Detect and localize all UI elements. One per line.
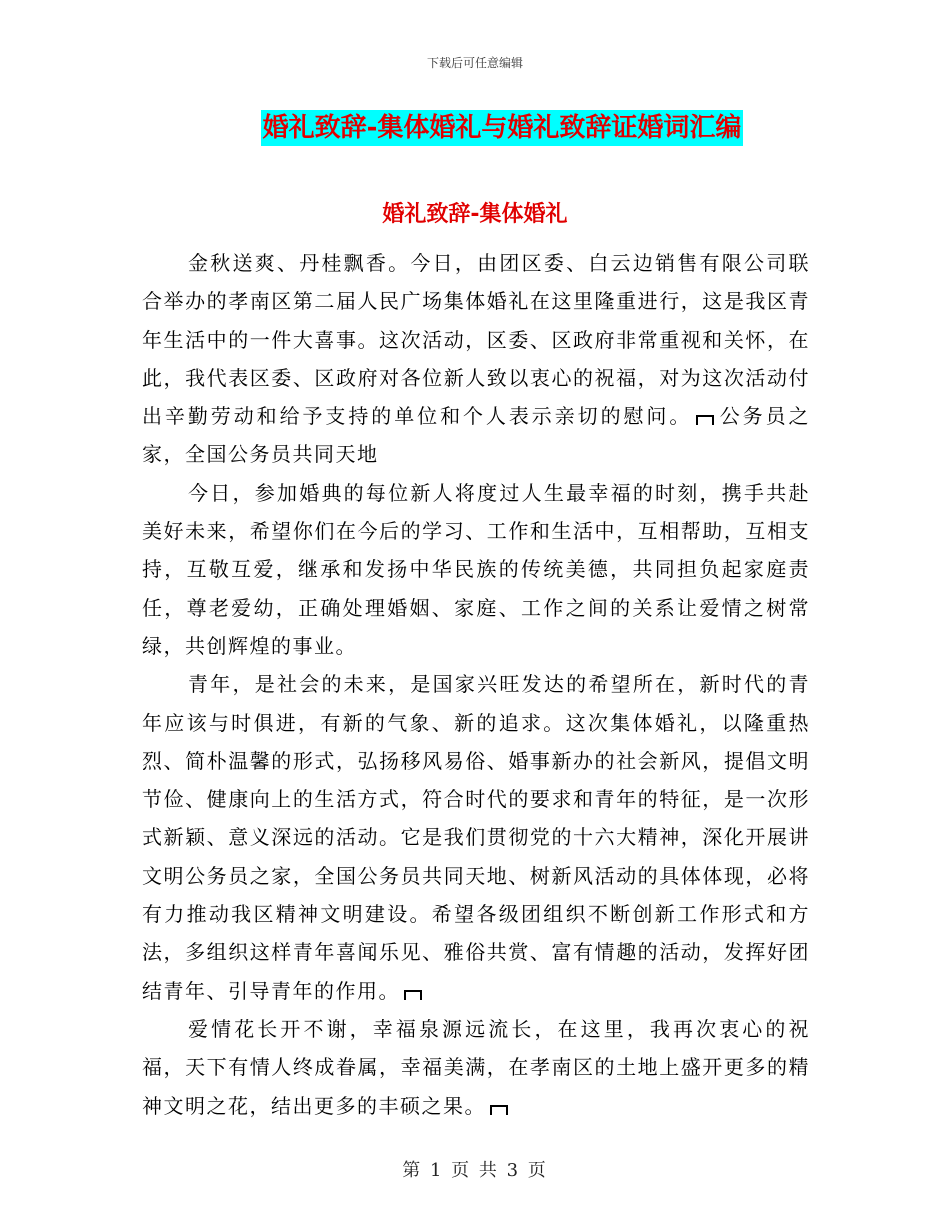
bracket-mark-icon: [696, 415, 714, 425]
paragraph-4-text: 爱情花长开不谢，幸福泉源远流长，在这里，我再次衷心的祝福，天下有情人终成眷属，幸福美满，在孝南区的土地上盛开更多的精神文明之花，结出更多的丰硕之果。: [142, 1016, 810, 1118]
main-title-container: [0, 110, 950, 146]
paragraph-3: [142, 665, 810, 1010]
section-title: 婚礼致辞-集体婚礼: [382, 202, 568, 227]
page-footer: 第 1 页 共 3 页: [402, 1160, 548, 1181]
bracket-mark-icon: [404, 990, 422, 1000]
paragraph-4: [142, 1010, 810, 1125]
paragraph-2: 今日，参加婚典的每位新人将度过人生最幸福的时刻，携手共赴美好未来，希望你们在今后的学习、工作和生活中，互相帮助，互相支持，互敬互爱，继承和发扬中华民族的传统美德，共同担负起家庭责任，尊老爱幼，正确处理婚姻、家庭、工作之间的关系让爱情之树常绿，共创辉煌的事业。: [142, 480, 810, 658]
main-title: 婚礼致辞-集体婚礼与婚礼致辞证婚词汇编: [261, 110, 744, 146]
bracket-mark-icon: [490, 1105, 508, 1115]
page-header-note: 下载后可任意编辑: [426, 56, 523, 70]
document-body: [142, 244, 810, 1125]
paragraph-1-text: 金秋送爽、丹桂飘香。今日，由团区委、白云边销售有限公司联合举办的孝南区第二届人民广场集体婚礼在这里隆重进行，这是我区青年生活中的一件大喜事。这次活动，区委、区政府非常重视和关怀，在此，我代表区委、区政府对各位新人致以衷心的祝福，对为这次活动付出辛勤劳动和给予支持的单位和个人表示亲切的慰问。: [142, 251, 810, 429]
paragraph-1-tail: 公务员之家，全国公务员共同天地: [142, 404, 811, 467]
paragraph-3-text: 青年，是社会的未来，是国家兴旺发达的希望所在，新时代的青年应该与时俱进，有新的气象、新的追求。这次集体婚礼，以隆重热烈、简朴温馨的形式，弘扬移风易俗、婚事新办的社会新风，提倡文明节俭、健康向上的生活方式，符合时代的要求和青年的特征，是一次形式新颖、意义深远的活动。它是我们贯彻党的十六大精神，深化开展讲文明公务员之家，全国公务员共同天地、树新风活动的具体体现，必将有力推动我区精神文明建设。希望各级团组织不断创新工作形式和方法，多组织这样青年喜闻乐见、雅俗共赏、富有情趣的活动，发挥好团结青年、引导青年的作用。: [142, 672, 810, 1003]
paragraph-1: [142, 244, 810, 474]
